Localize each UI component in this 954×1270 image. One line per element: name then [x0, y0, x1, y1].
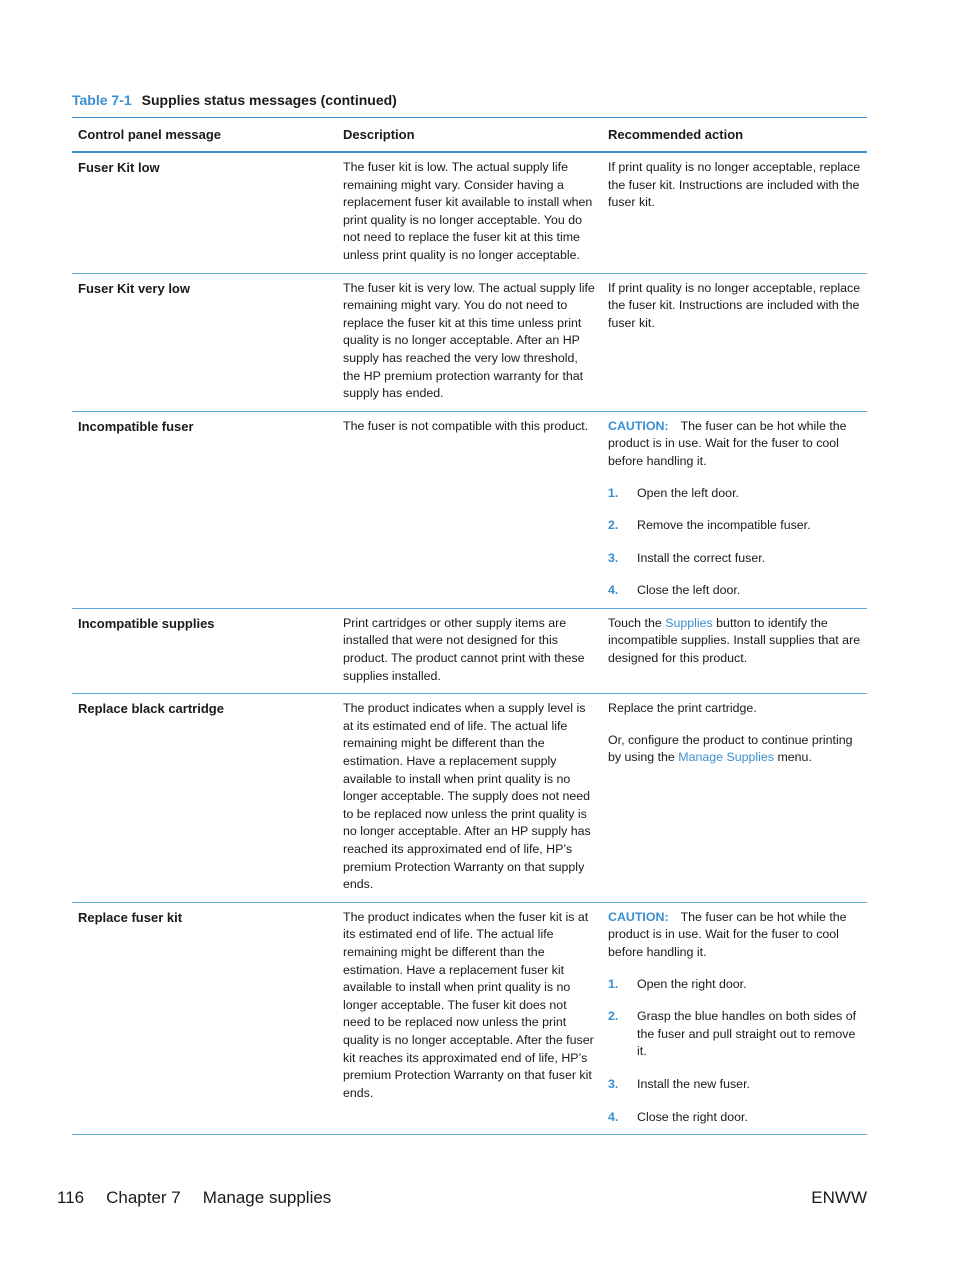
action-paragraph: Replace the print cartridge. — [608, 701, 757, 716]
footer-left — [57, 1188, 353, 1208]
table-row — [72, 608, 867, 693]
chapter-title: Manage supplies — [202, 1188, 332, 1207]
supplies-status-table — [72, 117, 867, 1135]
table-row — [72, 273, 867, 411]
description-cell: The fuser is not compatible with this product. — [337, 411, 602, 608]
message-cell: Fuser Kit very low — [72, 273, 337, 411]
step-text: Close the left door. — [637, 583, 741, 598]
step-text: Close the right door. — [637, 1109, 748, 1124]
list-item — [608, 1076, 861, 1094]
list-item — [608, 1109, 861, 1127]
page-number: 116 — [57, 1188, 85, 1207]
step-number: 4. — [608, 1109, 619, 1124]
message-cell: Incompatible fuser — [72, 411, 337, 608]
action-cell — [602, 411, 867, 608]
action-text: Touch the — [608, 615, 666, 630]
header-recommended-action: Recommended action — [602, 118, 867, 153]
message-cell: Incompatible supplies — [72, 608, 337, 693]
action-cell — [602, 902, 867, 1134]
action-cell: If print quality is no longer acceptable, replace the fuser kit. Instructions are included with the fuser kit. — [602, 273, 867, 411]
description-cell: The product indicates when a supply level is at its estimated end of life. The actual life remaining might be different than the estimation. Have a replacement supply available to install when print quality is no longer acceptable. The supply does not need to be replaced now unless the print quality is no longer acceptable. After an HP supply has reached its approximated end of life, HP’s premium Protection Warranty on that supply ends. — [337, 694, 602, 903]
table-row — [72, 152, 867, 273]
list-item — [608, 582, 861, 600]
step-text: Open the right door. — [637, 976, 747, 991]
list-item — [608, 976, 861, 994]
page-footer — [57, 1188, 867, 1208]
description-cell: Print cartridges or other supply items are installed that were not designed for this product. The product cannot print with these supplies installed. — [337, 608, 602, 693]
step-text: Install the correct fuser. — [637, 550, 766, 565]
step-number: 3. — [608, 550, 619, 565]
table-row — [72, 694, 867, 903]
caution-text: The fuser can be hot while the product is in use. Wait for the fuser to cool before handling it. — [608, 909, 847, 959]
message-cell: Fuser Kit low — [72, 152, 337, 273]
step-number: 2. — [608, 1009, 619, 1024]
supplies-link[interactable]: Supplies — [665, 615, 713, 630]
action-text: Or, configure the product to continue printing by using the — [608, 732, 853, 765]
list-item — [608, 485, 861, 503]
header-control-panel-message: Control panel message — [72, 118, 337, 153]
message-cell: Replace fuser kit — [72, 902, 337, 1134]
table-caption — [72, 92, 397, 108]
description-cell: The fuser kit is very low. The actual supply life remaining might vary. You do not need to replace the fuser kit at this time unless print quality is no longer acceptable. After an HP supply has reached the very low threshold, the HP premium protection warranty for that supply has ended. — [337, 273, 602, 411]
step-text: Grasp the blue handles on both sides of the fuser and pull straight out to remove it. — [637, 1009, 857, 1059]
step-number: 2. — [608, 518, 619, 533]
step-text: Open the left door. — [637, 485, 739, 500]
step-text: Install the new fuser. — [637, 1076, 750, 1091]
table-number: Table 7-1 — [72, 92, 132, 108]
table-header-row — [72, 118, 867, 153]
message-cell: Replace black cartridge — [72, 694, 337, 903]
list-item — [608, 550, 861, 568]
step-number: 1. — [608, 485, 619, 500]
header-description: Description — [337, 118, 602, 153]
manage-supplies-link[interactable]: Manage Supplies — [678, 750, 775, 765]
caution-note — [608, 909, 861, 962]
list-item — [608, 1008, 861, 1061]
caution-text: The fuser can be hot while the product is in use. Wait for the fuser to cool before handling it. — [608, 418, 847, 468]
action-paragraph — [608, 732, 861, 767]
steps-list — [608, 976, 861, 1127]
description-cell: The fuser kit is low. The actual supply life remaining might vary. Consider having a replacement fuser kit available to install when print quality is no longer acceptable. You do not need to replace the fuser kit at this time unless print quality is no longer acceptable. — [337, 152, 602, 273]
document-code: ENWW — [811, 1188, 867, 1207]
action-text: button to identify the incompatible supplies. Install supplies that are designed for this product. — [608, 615, 861, 666]
table-row — [72, 411, 867, 608]
action-cell — [602, 608, 867, 693]
steps-list — [608, 485, 861, 600]
chapter-label: Chapter 7 — [106, 1188, 181, 1207]
step-number: 3. — [608, 1076, 619, 1091]
description-cell: The product indicates when the fuser kit is at its estimated end of life. The actual life remaining might be different than the estimation. Have a replacement fuser kit available to install when print quality is no longer acceptable. The fuser kit does not need to be replaced now unless the print quality is no longer acceptable. After the fuser kit reaches its approximated end of life, HP’s premium Protection Warranty on that fuser kit ends. — [337, 902, 602, 1134]
table-title: Supplies status messages (continued) — [141, 92, 397, 108]
table-row — [72, 902, 867, 1134]
step-number: 1. — [608, 976, 619, 991]
action-cell — [602, 694, 867, 903]
caution-note — [608, 418, 861, 471]
action-cell: If print quality is no longer acceptable, replace the fuser kit. Instructions are included with the fuser kit. — [602, 152, 867, 273]
caution-label: CAUTION: — [608, 909, 669, 924]
action-text: menu. — [774, 750, 812, 765]
list-item — [608, 517, 861, 535]
step-text: Remove the incompatible fuser. — [637, 518, 811, 533]
caution-label: CAUTION: — [608, 418, 669, 433]
step-number: 4. — [608, 583, 619, 598]
